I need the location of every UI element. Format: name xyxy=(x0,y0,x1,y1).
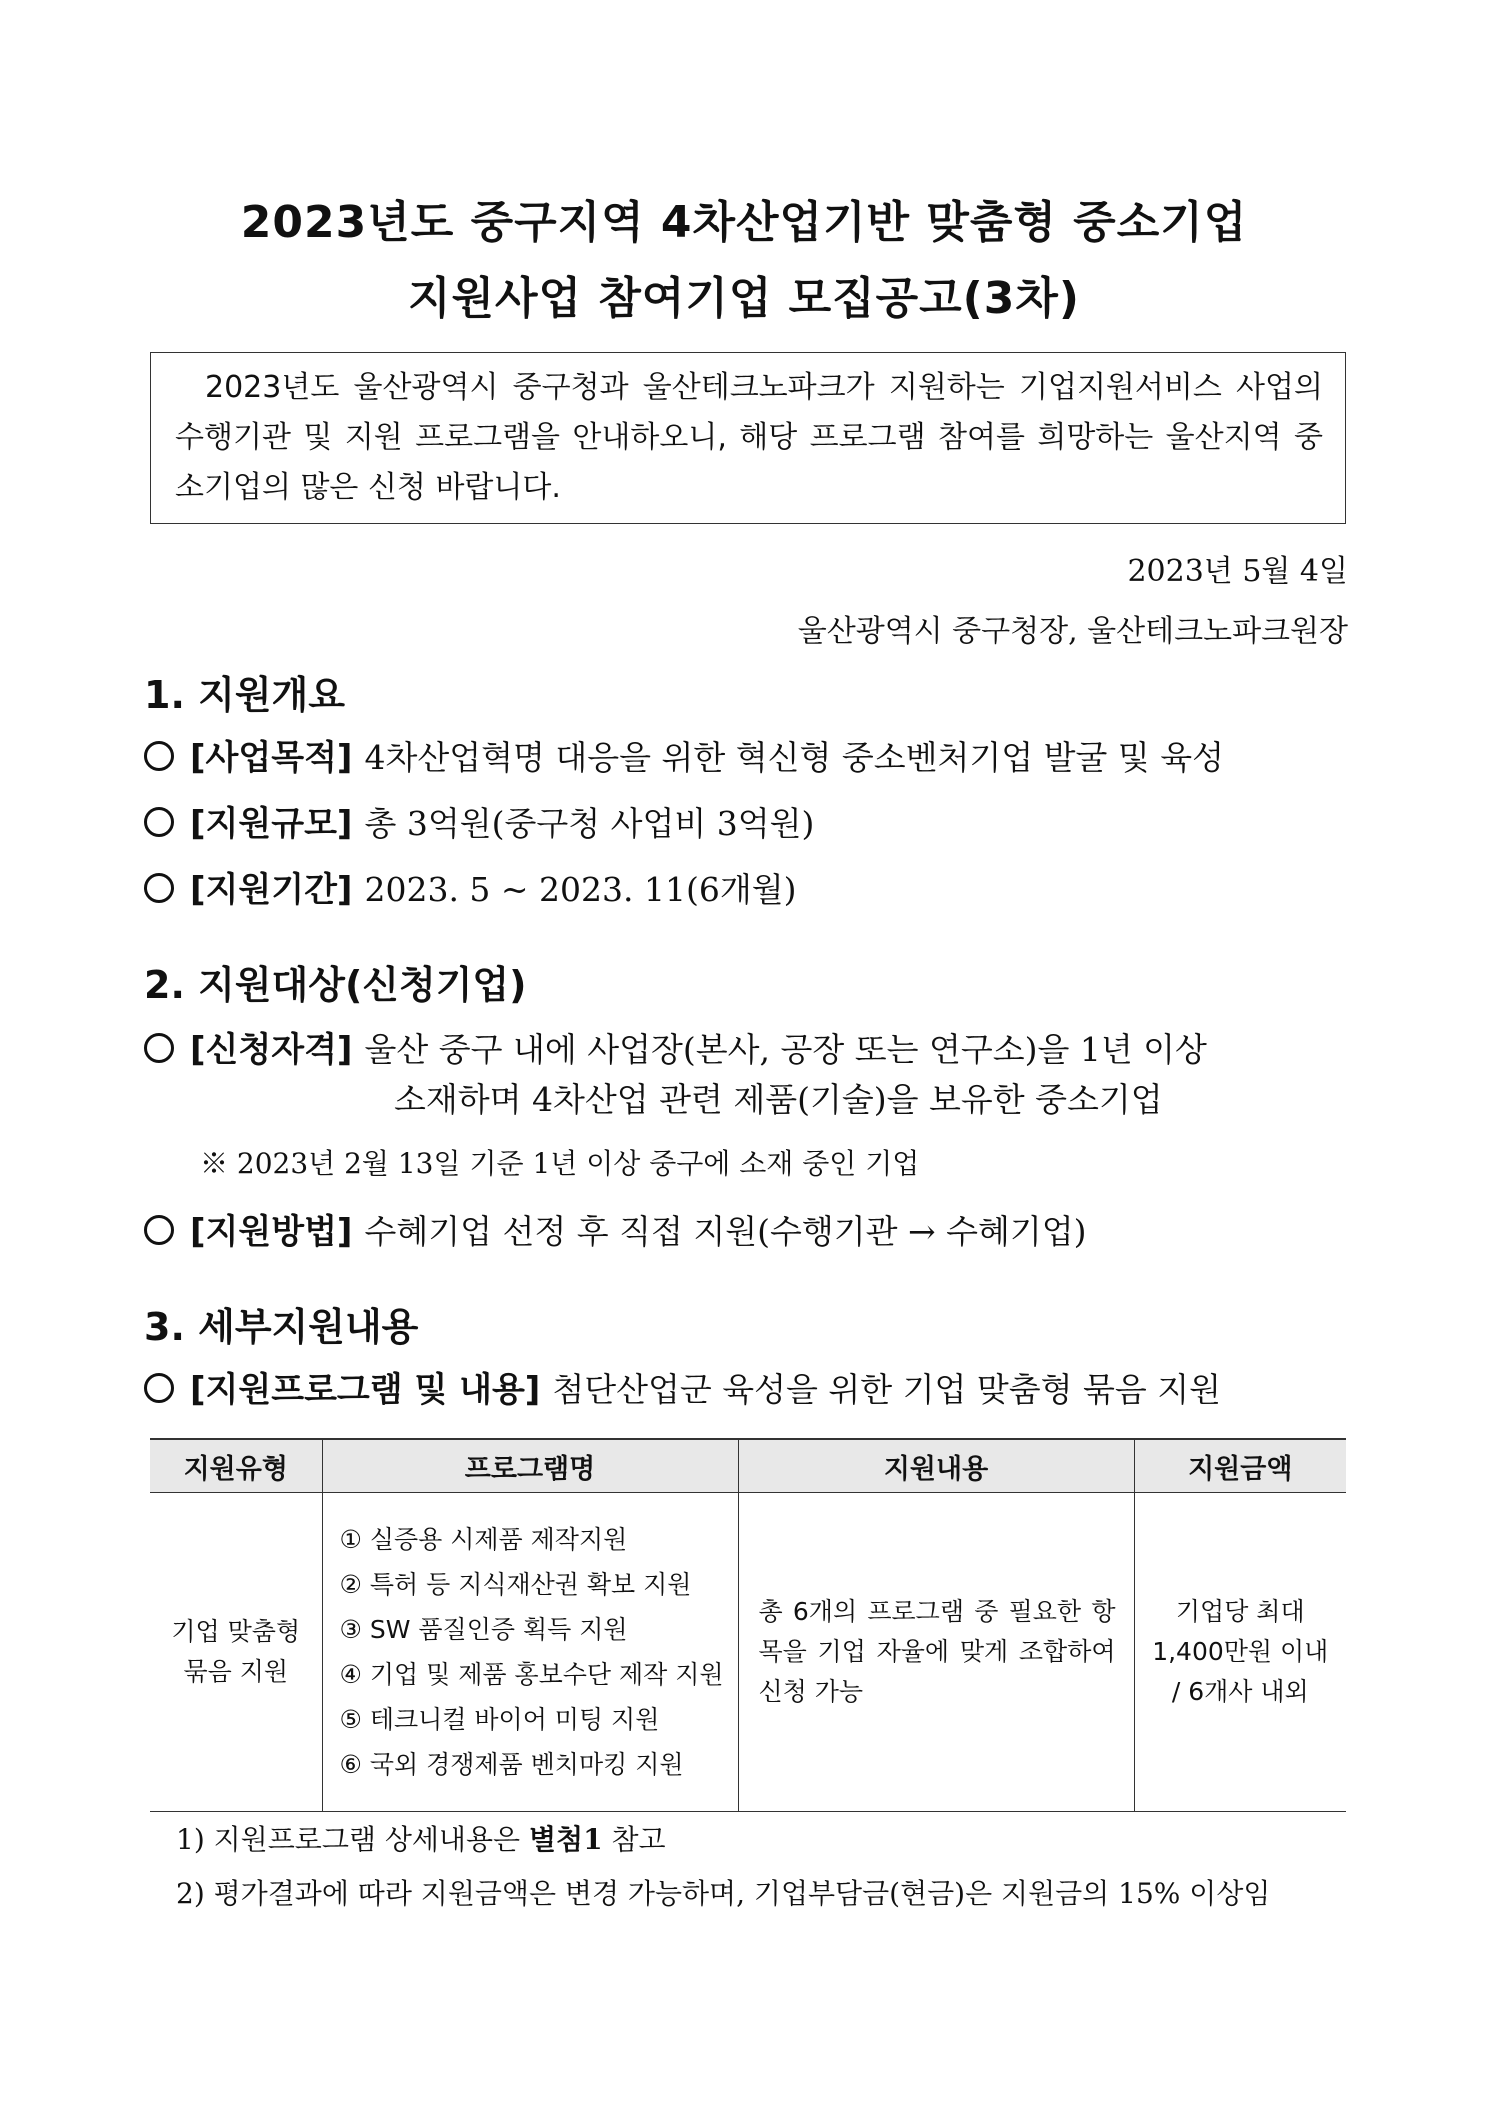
list-item: ② 특허 등 지식재산권 확보 지원 xyxy=(339,1570,692,1599)
support-table xyxy=(150,1438,1346,1812)
table-row xyxy=(150,1493,1346,1812)
header-program: 프로그램명 xyxy=(322,1439,738,1493)
intro-box xyxy=(150,352,1346,524)
section2-note: ※ 2023년 2월 13일 기준 1년 이상 중구에 소재 중인 기업 xyxy=(200,1147,920,1180)
footnote-1 xyxy=(176,1818,666,1858)
section2-heading: 2. 지원대상(신청기업) xyxy=(144,963,527,1007)
item-text: 수혜기업 선정 후 직접 지원(수행기관 → 수혜기업) xyxy=(364,1212,1087,1251)
cell-type xyxy=(150,1493,322,1812)
list-item: ③ SW 품질인증 획득 지원 xyxy=(339,1615,628,1644)
item-text: 울산 중구 내에 사업장(본사, 공장 또는 연구소)을 1년 이상 xyxy=(364,1030,1207,1069)
item-label: [지원기간] xyxy=(190,870,353,910)
amount-line1: 기업당 최대 xyxy=(1175,1597,1305,1626)
section1-item-period xyxy=(144,862,797,911)
item-label: [신청자격] xyxy=(190,1030,353,1070)
signatory: 울산광역시 중구청장, 울산테크노파크원장 xyxy=(797,614,1348,649)
document-title-line1: 2023년도 중구지역 4차산업기반 맞춤형 중소기업 xyxy=(240,197,1248,248)
item-label: [지원규모] xyxy=(190,804,353,844)
circle-bullet-icon xyxy=(144,1215,174,1245)
cell-amount xyxy=(1134,1493,1346,1812)
cell-programs xyxy=(322,1493,738,1812)
section1-item-purpose xyxy=(144,730,1224,779)
section2-method xyxy=(144,1204,1087,1253)
section2-qualification-line2 xyxy=(394,1074,1163,1121)
notice-date: 2023년 5월 4일 xyxy=(1127,554,1348,589)
list-item: ④ 기업 및 제품 홍보수단 제작 지원 xyxy=(339,1660,724,1689)
amount-line2: 1,400만원 이내 xyxy=(1152,1637,1329,1666)
list-item: ⑥ 국외 경쟁제품 벤치마킹 지원 xyxy=(339,1750,684,1779)
circle-bullet-icon xyxy=(144,1033,174,1063)
footnote-1-prefix: 1) 지원프로그램 상세내용은 xyxy=(176,1823,529,1856)
footnote-2: 2) 평가결과에 따라 지원금액은 변경 가능하며, 기업부담금(현금)은 지원금의 15% 이상임 xyxy=(176,1877,1271,1910)
section3-heading: 3. 세부지원내용 xyxy=(144,1305,419,1349)
footnote-1-suffix: 참고 xyxy=(602,1823,666,1856)
header-content: 지원내용 xyxy=(738,1439,1134,1493)
circle-bullet-icon xyxy=(144,1373,174,1403)
item-text: 첨단산업군 육성을 위한 기업 맞춤형 묶음 지원 xyxy=(552,1370,1221,1409)
item-text: 2023. 5 ~ 2023. 11(6개월) xyxy=(364,870,797,909)
amount-line3: / 6개사 내외 xyxy=(1171,1677,1309,1706)
circle-bullet-icon xyxy=(144,741,174,771)
list-item: ⑤ 테크니컬 바이어 미팅 지원 xyxy=(339,1705,660,1734)
intro-text: 2023년도 울산광역시 중구청과 울산테크노파크가 지원하는 기업지원서비스 사업의 수행기관 및 지원 프로그램을 안내하오니, 해당 프로그램 참여를 희망하는 울산지역 중소기업의 많은 신청 바랍니다. xyxy=(175,370,1323,505)
section2-qualification xyxy=(144,1022,1207,1071)
header-amount: 지원금액 xyxy=(1134,1439,1346,1493)
section1-item-scale xyxy=(144,796,814,845)
circle-bullet-icon xyxy=(144,807,174,837)
program-list xyxy=(324,1517,737,1787)
cell-content: 총 6개의 프로그램 중 필요한 항목을 기업 자율에 맞게 조합하여 신청 가능 xyxy=(738,1493,1134,1812)
item-label: [사업목적] xyxy=(190,738,353,778)
list-item: ① 실증용 시제품 제작지원 xyxy=(339,1525,628,1554)
section1-heading: 1. 지원개요 xyxy=(144,673,345,717)
footnote-1-bold: 별첨1 xyxy=(528,1823,603,1856)
document-title-line2: 지원사업 참여기업 모집공고(3차) xyxy=(407,273,1081,324)
item-text: 4차산업혁명 대응을 위한 혁신형 중소벤처기업 발굴 및 육성 xyxy=(364,738,1224,777)
type-line1: 기업 맞춤형 xyxy=(171,1617,301,1646)
section3-program xyxy=(144,1362,1221,1411)
item-text: 총 3억원(중구청 사업비 3억원) xyxy=(364,804,815,843)
item-label: [지원방법] xyxy=(190,1212,353,1252)
circle-bullet-icon xyxy=(144,873,174,903)
type-line2: 묶음 지원 xyxy=(183,1657,289,1686)
item-label: [지원프로그램 및 내용] xyxy=(190,1370,541,1410)
item-text: 소재하며 4차산업 관련 제품(기술)을 보유한 중소기업 xyxy=(394,1080,1163,1119)
table-header-row xyxy=(150,1439,1346,1493)
header-type: 지원유형 xyxy=(150,1439,322,1493)
